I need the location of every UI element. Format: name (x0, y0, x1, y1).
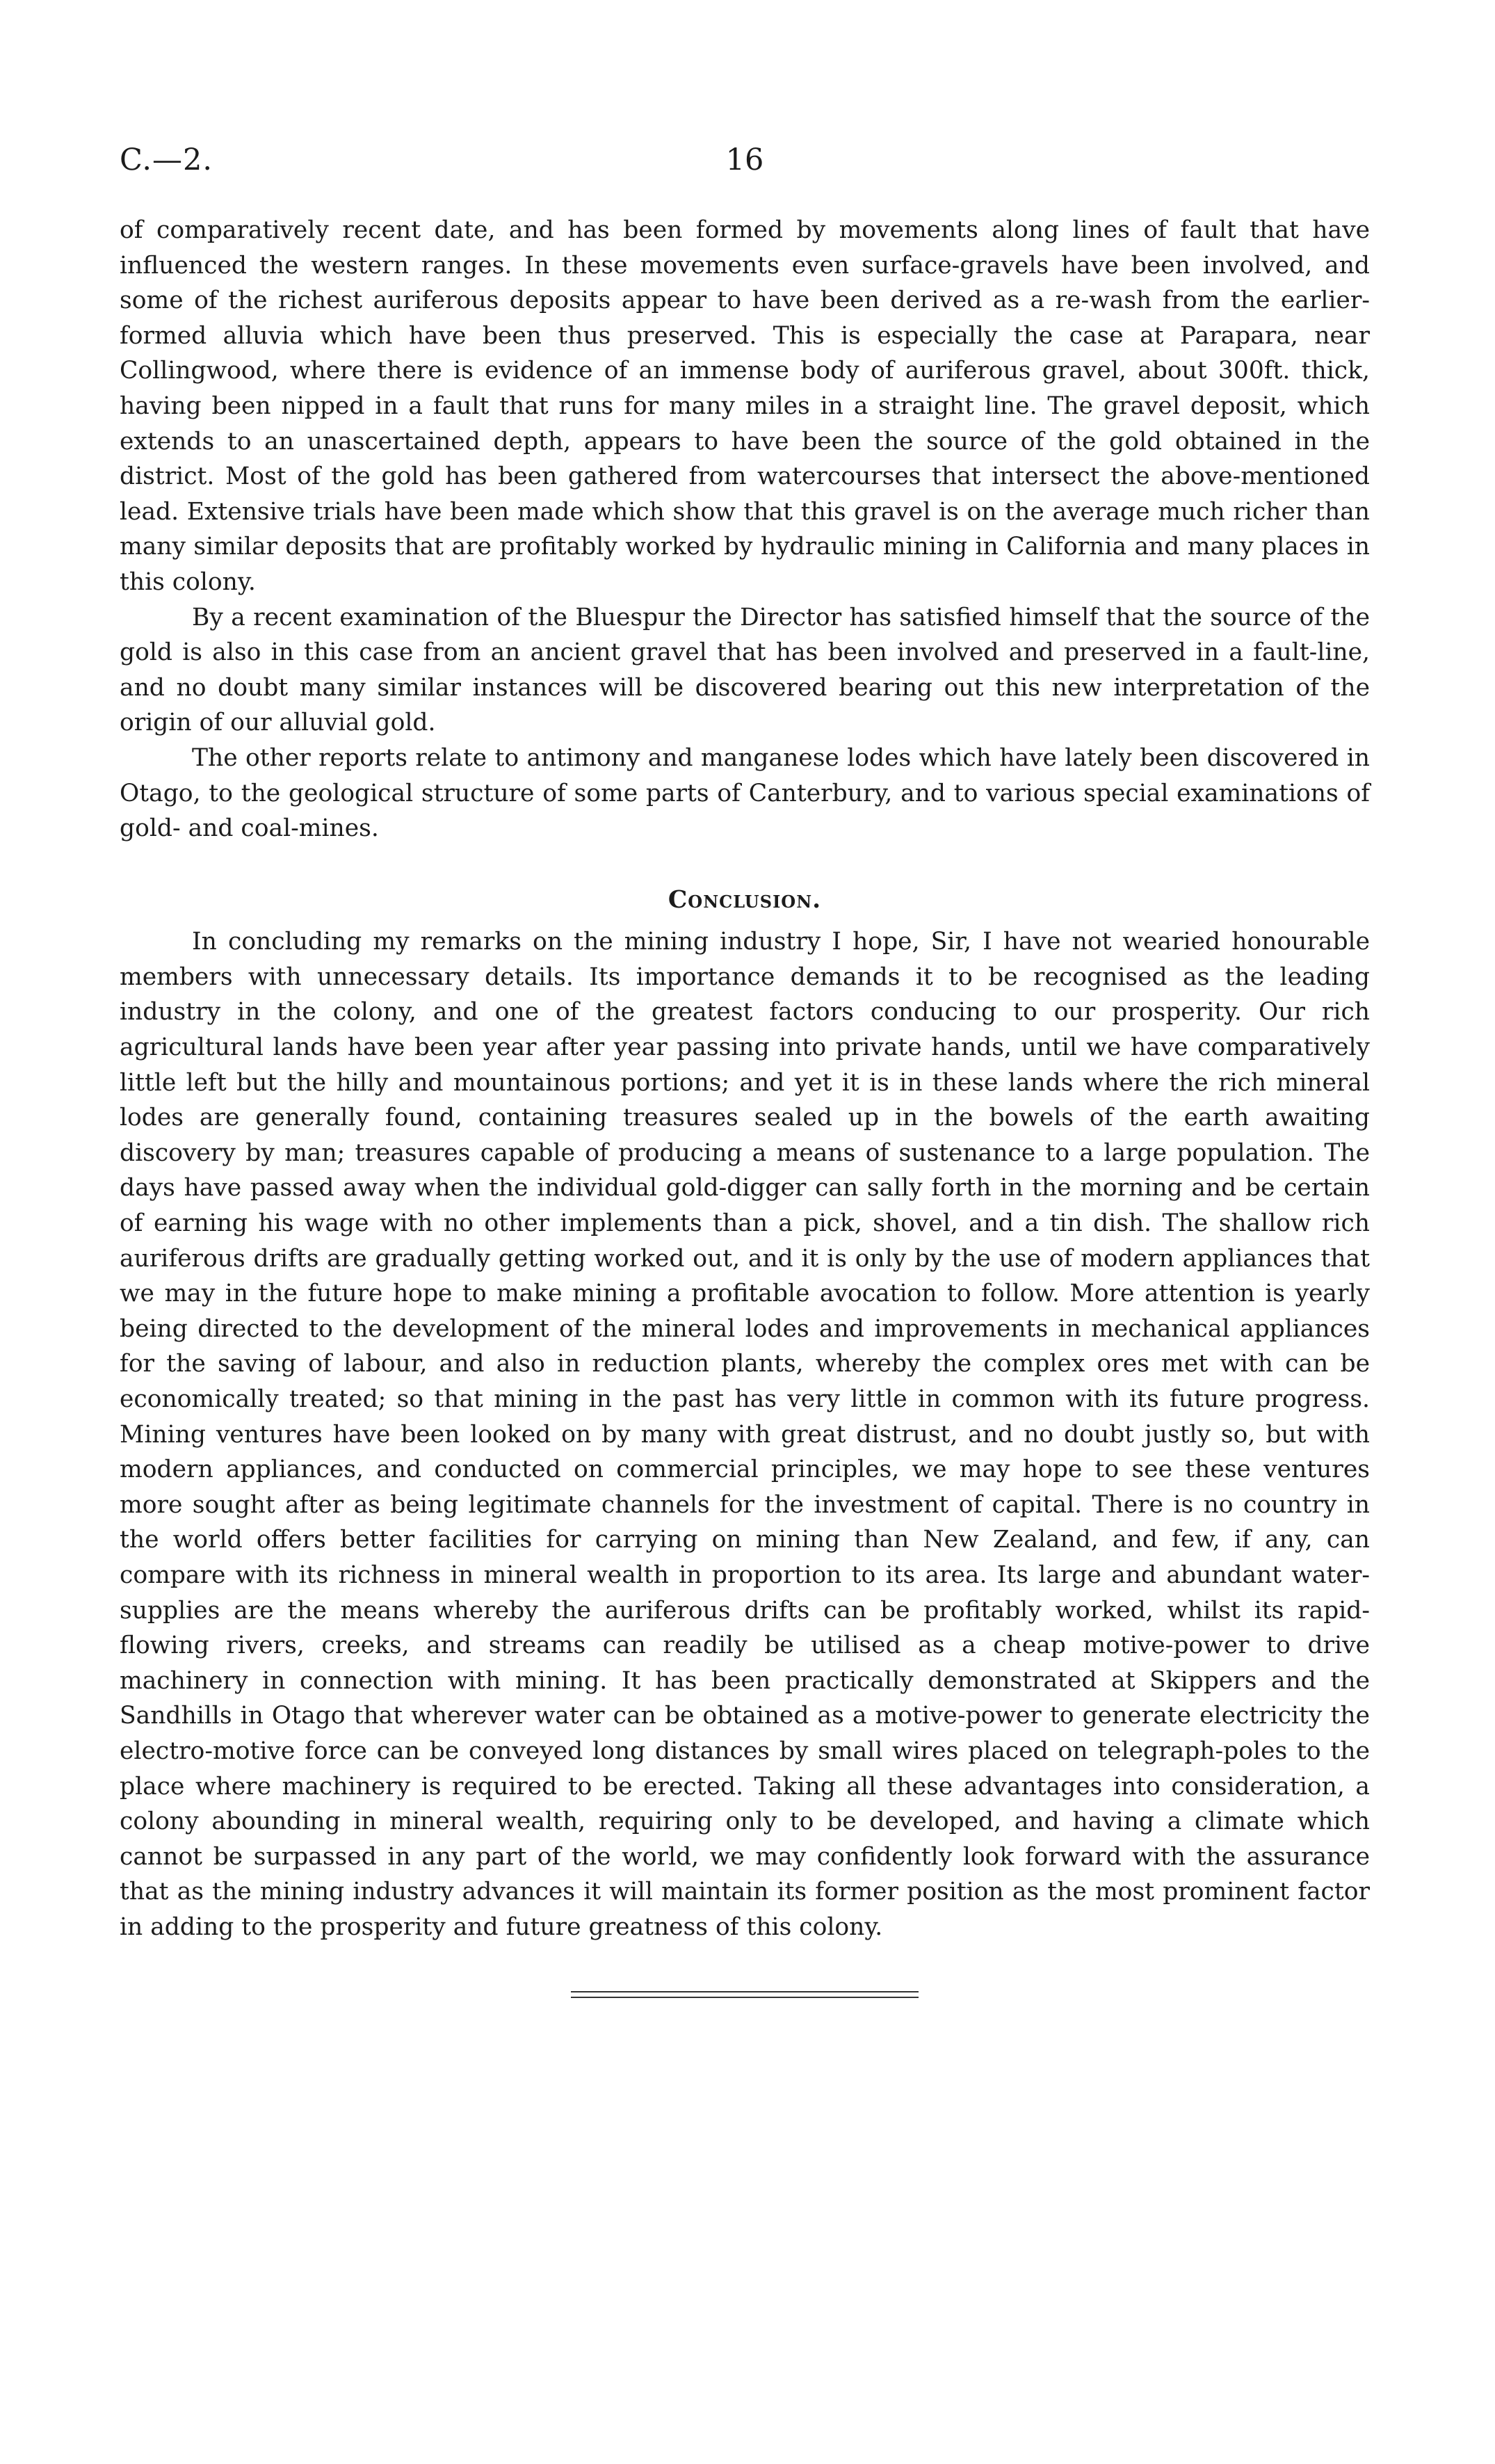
end-rule-line-bottom (571, 1997, 919, 1998)
body-text (120, 213, 1370, 1998)
end-rule (571, 1991, 919, 1998)
end-rule-line-top (571, 1991, 919, 1992)
paragraph-bluespur: By a recent examination of the Bluespur the Director has satisfied himself that the source of the gold is also in this case from an ancient gravel that has been involved and preserved in a fault-line, and no doubt many similar instances will be discovered bearing out this new interpretation of the origin of our alluvial gold. (120, 603, 1370, 737)
page-header (120, 143, 1370, 184)
paragraph-conclusion: In concluding my remarks on the mining industry I hope, Sir, I have not wearied honourable members with unnecessary details. Its importance demands it to be recognised as the leading industry in the colony, and one of the greatest factors conducing to our prosperity. Our rich agricultural lands have been year after year passing into private hands, until we have comparatively little left but the hilly and mountainous portions; and yet it is in these lands where the rich mineral lodes are generally found, containing treasures sealed up in the bowels of the earth awaiting discovery by man; treasures capable of producing a means of sustenance to a large population. The days have passed away when the individual gold-digger can sally forth in the morning and be certain of earning his wage with no other implements than a pick, shovel, and a tin dish. The shallow rich auriferous drifts are gradually getting worked out, and it is only by the use of modern appliances that we may in the future hope to make mining a profitable avocation to follow. More attention is yearly being directed to the development of the mineral lodes and improvements in mechanical appliances for the saving of labour, and also in reduction plants, whereby the complex ores met with can be economically treated; so that mining in the past has very little in common with its future progress. Mining ventures have been looked on by many with great distrust, and no doubt justly so, but with modern appliances, and conducted on commercial principles, we may hope to see these ventures more sought after as being legitimate channels for the investment of capital. There is no country in the world offers better facilities for carrying on mining than New Zealand, and few, if any, can compare with its richness in mineral wealth in proportion to its area. Its large and abundant water-supplies are the means whereby the auriferous drifts can be profitably worked, whilst its rapid-flowing rivers, creeks, and streams can readily be utilised as a cheap motive-power to drive machinery in connection with mining. It has been practically demonstrated at Skippers and the Sandhills in Otago that wherever water can be obtained as a motive-power to generate electricity the electro-motive force can be conveyed long distances by small wires placed on telegraph-poles to the place where machinery is required to be erected. Taking all these advantages into consideration, a colony abounding in mineral wealth, requiring only to be developed, and having a climate which cannot be surpassed in any part of the world, we may confidently look forward with the assurance that as the mining industry advances it will maintain its former position as the most prominent factor in adding to the prosperity and future greatness of this colony. (120, 928, 1370, 1941)
paragraph-continuation: of comparatively recent date, and has been formed by movements along lines of fault that have influenced the western ranges. In these movements even surface-gravels have been involved, and some of the richest auriferous deposits appear to have been derived as a re-wash from the earlier-formed alluvia which have been thus preserved. This is especially the case at Parapara, near Collingwood, where there is evidence of an immense body of auriferous gravel, about 300ft. thick, having been nipped in a fault that runs for many miles in a straight line. The gravel deposit, which extends to an unascertained depth, appears to have been the source of the gold obtained in the district. Most of the gold has been gathered from watercourses that intersect the above-mentioned lead. Extensive trials have been made which show that this gravel is on the average much richer than many similar deposits that are profitably worked by hydraulic mining in California and many places in this colony. (120, 216, 1370, 596)
paragraph-other-reports: The other reports relate to antimony and manganese lodes which have lately been discovered in Otago, to the geological structure of some parts of Canterbury, and to various special examinations of gold- and coal-mines. (120, 743, 1370, 843)
document-reference: C.—2. (120, 143, 213, 177)
section-heading-conclusion: Conclusion. (668, 885, 822, 914)
page-number: 16 (725, 143, 764, 177)
